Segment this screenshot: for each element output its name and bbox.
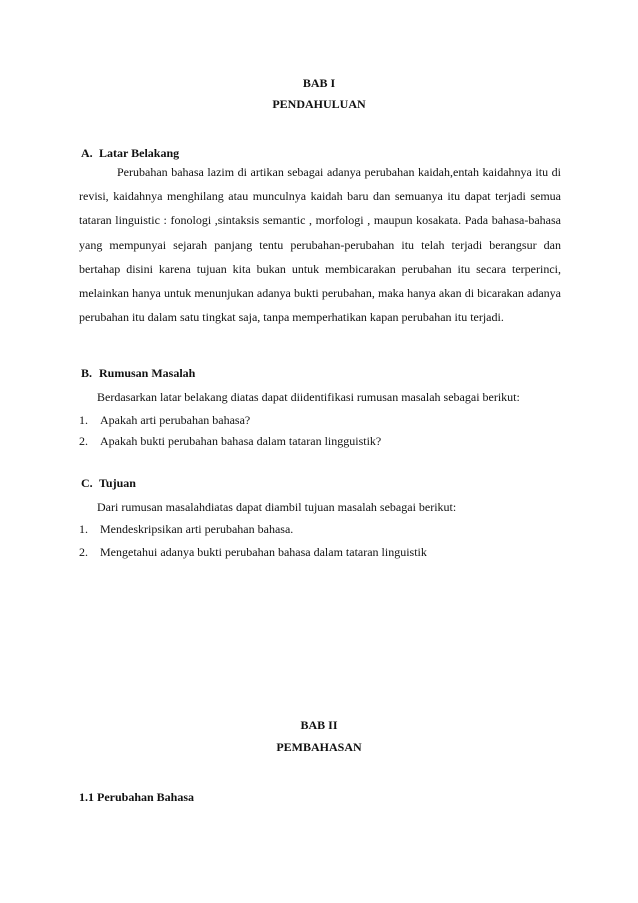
list-item [79, 545, 427, 559]
chapter-label: BAB I [302, 76, 336, 90]
section-number: C. [81, 476, 93, 490]
list-item [79, 522, 293, 536]
latar-belakang-paragraph: Perubahan bahasa lazim di artikan sebagai adanya perubahan kaidah,entah kaidahnya itu di revisi, kaidahnya menghilang atau munculnya kaidah baru dan semuanya itu dapat terjadi semua tataran linguistic : fonologi ,sintaksis semantic , morfologi , maupun kosakata. Pada bahasa-bahasa yang mempunyai sejarah panjang tentu perubahan-perubahan itu telah terjadi berangsur dan bertahap disini karena tujuan kita bukan untuk membicarakan perubahan itu secara terperinci, melainkan hanya untuk menunjukan adanya bukti perubahan, maka hanya akan di bicarakan adanya perubahan itu dalam satu tingkat saja, tanpa memperhatikan kapan perubahan itu terjadi. [79, 165, 561, 325]
list-item-number: 1. [79, 522, 88, 536]
section-title: Tujuan [99, 476, 136, 490]
chapter-label: BAB II [300, 718, 338, 732]
list-item [79, 434, 381, 448]
list-item-number: 2. [79, 545, 88, 559]
section-heading-rumusan-masalah [81, 366, 195, 380]
list-item-number: 1. [79, 413, 88, 427]
section-title: Rumusan Masalah [99, 366, 196, 380]
chapter-title: PEMBAHASAN [276, 740, 362, 754]
chapter-title: PENDAHULUAN [272, 97, 366, 111]
list-item-number: 2. [79, 434, 88, 448]
list-item [79, 413, 250, 427]
list-item-text: Apakah arti perubahan bahasa? [100, 413, 251, 427]
section-title: Latar Belakang [99, 146, 180, 160]
list-item-text: Mendeskripsikan arti perubahan bahasa. [100, 522, 294, 536]
section-number: A. [81, 146, 93, 160]
subsection-heading: 1.1 Perubahan Bahasa [79, 790, 195, 804]
rumusan-masalah-intro: Berdasarkan latar belakang diatas dapat diidentifikasi rumusan masalah sebagai berikut: [97, 390, 520, 404]
section-heading-latar-belakang [81, 146, 179, 160]
list-item-text: Apakah bukti perubahan bahasa dalam tataran lingguistik? [100, 434, 382, 448]
section-heading-tujuan [81, 476, 136, 490]
tujuan-intro: Dari rumusan masalahdiatas dapat diambil tujuan masalah sebagai berikut: [97, 500, 457, 514]
list-item-text: Mengetahui adanya bukti perubahan bahasa dalam tataran linguistik [100, 545, 427, 559]
section-number: B. [81, 366, 93, 380]
